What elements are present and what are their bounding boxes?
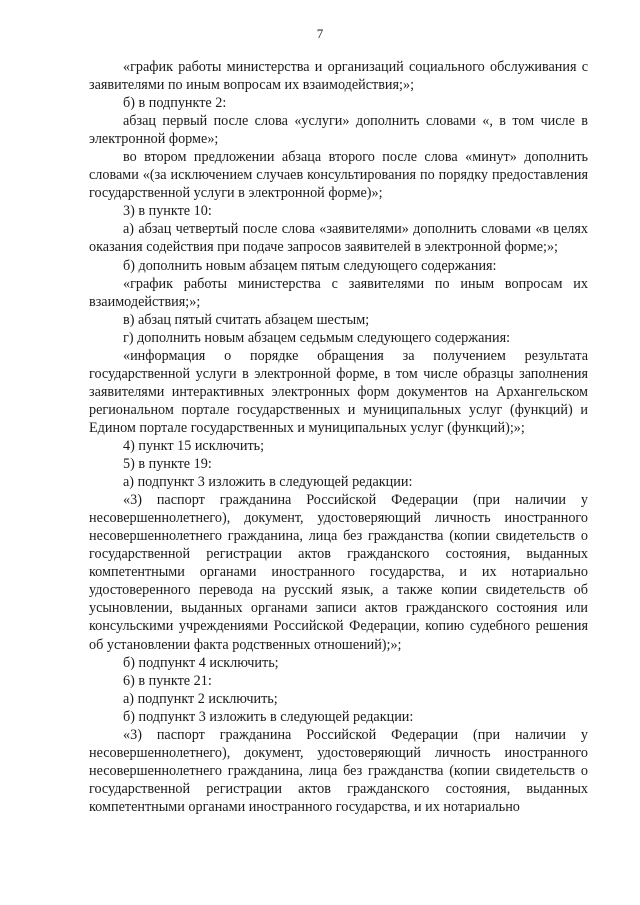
paragraph: «график работы министерства и организаций социального обслуживания с заявителями по иным вопросам их взаимодействия;»; xyxy=(89,59,588,94)
paragraph: «информация о порядке обращения за получением результата государственной услуги в электронной форме, в том числе образцы заполнения заявителями интерактивных электронных форм документов на Архангельском региональном портале государственных и муниципальных услуг (функций) и Едином портале государственных и муниципальных услуг (функций);»; xyxy=(89,347,588,436)
paragraph: в) абзац пятый считать абзацем шестым; xyxy=(123,311,370,328)
paragraph: б) подпункт 3 изложить в следующей редакции: xyxy=(123,708,414,725)
paragraph: «3) паспорт гражданина Российской Федерации (при наличии у несовершеннолетнего), документ, удостоверяющий личность иностранного несовершеннолетнего гражданина, лица без гражданства (копии свидетельств о государственной регистрации актов гражданского состояния, выданных компетентными органами иностранного государства, и их нотариально удостоверенного перевода на русский язык, а также копии свидетельств об усыновлении, выданных органами записи актов гражданского состояния или консульскими учреждениями Российской Федерации, копию судебного решения об установлении факта родственных отношений);»; xyxy=(89,492,588,653)
paragraph: 6) в пункте 21: xyxy=(123,672,212,689)
paragraph: а) абзац четвертый после слова «заявителями» дополнить словами «в целях оказания содействия при подаче запросов заявителей в электронной форме;»; xyxy=(89,221,588,256)
paragraph: б) дополнить новым абзацем пятым следующего содержания: xyxy=(123,257,497,274)
paragraph: 3) в пункте 10: xyxy=(123,203,212,220)
paragraph: а) подпункт 2 исключить; xyxy=(123,690,278,707)
paragraph: абзац первый после слова «услуги» дополнить словами «, в том числе в электронной форме»; xyxy=(89,113,588,148)
paragraph: во втором предложении абзаца второго после слова «минут» дополнить словами «(за исключением случаев консультирования по порядку предоставления государственной услуги в электронной форме)»; xyxy=(89,149,588,202)
paragraph: б) подпункт 4 исключить; xyxy=(123,654,279,671)
document-body xyxy=(89,58,588,816)
page-number: 7 xyxy=(316,26,324,41)
paragraph: 4) пункт 15 исключить; xyxy=(123,437,265,454)
paragraph: 5) в пункте 19: xyxy=(123,456,212,473)
paragraph: б) в подпункте 2: xyxy=(123,95,227,112)
paragraph: «3) паспорт гражданина Российской Федерации (при наличии у несовершеннолетнего), документ, удостоверяющий личность иностранного несовершеннолетнего гражданина, лица без гражданства (копии свидетельств о государственной регистрации актов гражданского состояния, выданных компетентными органами иностранного государства, и их нотариально xyxy=(89,726,588,815)
paragraph: а) подпункт 3 изложить в следующей редакции: xyxy=(123,474,413,491)
paragraph: «график работы министерства с заявителями по иным вопросам их взаимодействия;»; xyxy=(89,275,588,310)
paragraph: г) дополнить новым абзацем седьмым следующего содержания: xyxy=(123,329,511,346)
